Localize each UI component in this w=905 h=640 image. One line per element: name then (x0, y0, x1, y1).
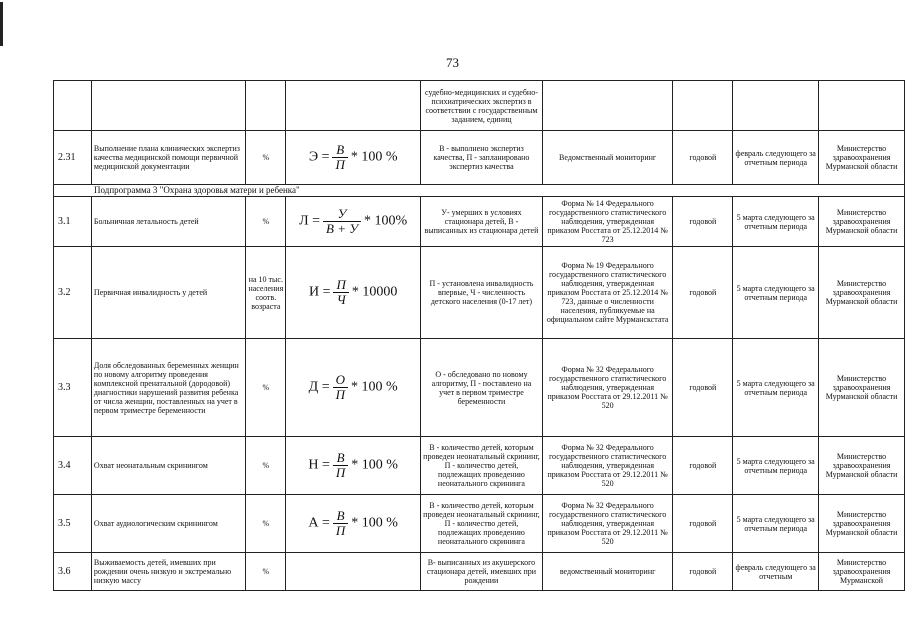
formula-lhs: И = (308, 284, 331, 300)
periodicity: годовой (673, 197, 733, 247)
row-number: 3.1 (54, 197, 92, 247)
formula-numerator: У (323, 207, 361, 222)
table-row (54, 247, 905, 339)
unit: % (246, 339, 286, 437)
formula-rhs: * 100 % (350, 149, 398, 165)
formula-denominator: В + У (326, 221, 359, 236)
subprogram-row (54, 185, 905, 197)
deadline: 5 марта следующего за отчетным периода (733, 197, 819, 247)
table-row (54, 495, 905, 553)
responsible: Министерство здравоохранения Мурманской области (819, 131, 905, 185)
indicator-name (91, 81, 246, 131)
table-row (54, 81, 905, 131)
indicator-name: Выживаемость детей, имевших при рождении очень низкую и экстремально низкую массу (91, 553, 246, 591)
table-row (54, 553, 905, 591)
formula-rhs: * 100 % (351, 379, 398, 395)
formula-numerator: В (333, 451, 348, 466)
table-row (54, 339, 905, 437)
formula (286, 437, 421, 495)
formula-legend: В- выписанных из акушерского стационара детей, имевших при рождении (421, 553, 543, 591)
periodicity: годовой (673, 437, 733, 495)
deadline: 5 марта следующего за отчетным периода (733, 247, 819, 339)
formula-denominator: П (335, 523, 346, 538)
unit: % (246, 495, 286, 553)
data-source (542, 81, 673, 131)
periodicity: годовой (673, 247, 733, 339)
row-number: 3.6 (54, 553, 92, 591)
responsible: Министерство здравоохранения Мурманской области (819, 197, 905, 247)
responsible: Министерство здравоохранения Мурманской (819, 553, 905, 591)
row-number: 3.2 (54, 247, 92, 339)
row-number (54, 81, 92, 131)
periodicity: годовой (673, 553, 733, 591)
responsible (819, 81, 905, 131)
formula-numerator: П (333, 278, 348, 293)
indicator-name: Больничная летальность детей (91, 197, 246, 247)
periodicity: годовой (673, 495, 733, 553)
unit: % (246, 197, 286, 247)
formula-legend: П - установлена инвалидность впервые, Ч - численность детского населения (0-17 лет) (421, 247, 543, 339)
responsible: Министерство здравоохранения Мурманской области (819, 339, 905, 437)
data-source: Форма № 19 Федерального государственного статистического наблюдения, утвержденная приказом Росстата от 25.12.2014 № 723, данные о численности населения, публикуемые на официальном сайте Мурманскстата (542, 247, 673, 339)
formula-cell (286, 553, 421, 591)
unit: на 10 тыс. населения соотв. возраста (246, 247, 286, 339)
formula-lhs: А = (308, 515, 330, 531)
page-edge-mark (0, 2, 3, 46)
formula (286, 131, 421, 185)
deadline: февраль следующего за отчетным периода (733, 131, 819, 185)
unit: % (246, 131, 286, 185)
formula-legend: В - количество детей, которым проведен неонатальный скрининг, П - количество детей, подлежащих проведению неонатального скрининга (421, 495, 543, 553)
formula-numerator: О (333, 373, 348, 388)
formula-rhs: * 10000 (351, 284, 398, 300)
unit: % (246, 437, 286, 495)
formula (286, 247, 421, 339)
unit: % (246, 553, 286, 591)
unit (246, 81, 286, 131)
formula-lhs: Д = (308, 379, 330, 395)
data-source: Форма № 32 Федерального государственного статистического наблюдения, утвержденная приказом Росстата от 29.12.2011 № 520 (542, 339, 673, 437)
data-source: Форма № 32 Федерального государственного статистического наблюдения, утвержденная приказом Росстата от 29.12.2011 № 520 (542, 437, 673, 495)
data-source: Ведомственный мониторинг (542, 131, 673, 185)
indicator-name: Охват неонатальным скринингом (91, 437, 246, 495)
page-number: 73 (446, 55, 459, 70)
formula (286, 495, 421, 553)
formula-rhs: * 100% (364, 213, 408, 229)
table-row (54, 197, 905, 247)
formula (286, 197, 421, 247)
responsible: Министерство здравоохранения Мурманской области (819, 247, 905, 339)
formula-denominator: П (335, 465, 346, 480)
formula-denominator: П (335, 387, 346, 402)
data-source: Форма № 32 Федерального государственного статистического наблюдения, утвержденная приказом Росстата от 29.12.2011 № 520 (542, 495, 673, 553)
formula-legend: В - количество детей, которым проведен неонатальный скрининг, П - количество детей, подлежащих проведению неонатального скрининга (421, 437, 543, 495)
formula-rhs: * 100 % (351, 457, 398, 473)
indicator-name: Первичная инвалидность у детей (91, 247, 246, 339)
indicators-table (53, 80, 905, 591)
data-source: Форма № 14 Федерального государственного статистического наблюдения, утвержденная приказом Росстата от 25.12.2014 № 723 (542, 197, 673, 247)
data-source: ведомственный мониторинг (542, 553, 673, 591)
formula-legend: У- умерших в условиях стационара детей, В - выписанных из стационара детей (421, 197, 543, 247)
formula-denominator: П (335, 157, 345, 172)
formula-legend: О - обследовано по новому алгоритму, П - поставлено на учет в первом триместре беременности (421, 339, 543, 437)
formula (286, 339, 421, 437)
formula-lhs: Л = (299, 213, 321, 229)
row-number: 2.31 (54, 131, 92, 185)
formula-lhs: Э = (308, 149, 330, 165)
subprogram-title: Подпрограмма 3 "Охрана здоровья матери и ребенка" (54, 185, 905, 197)
table-row (54, 131, 905, 185)
deadline: 5 марта следующего за отчетным периода (733, 339, 819, 437)
responsible: Министерство здравоохранения Мурманской области (819, 437, 905, 495)
formula-legend: В - выполнено экспертиз качества, П - запланировано экспертиз качества (421, 131, 543, 185)
deadline: 5 марта следующего за отчетным периода (733, 495, 819, 553)
table-row (54, 437, 905, 495)
responsible: Министерство здравоохранения Мурманской области (819, 495, 905, 553)
formula-lhs: Н = (308, 457, 330, 473)
row-number: 3.3 (54, 339, 92, 437)
deadline (733, 81, 819, 131)
periodicity (673, 81, 733, 131)
formula-denominator: Ч (336, 292, 346, 307)
formula-rhs: * 100 % (351, 515, 398, 531)
formula-cell (286, 81, 421, 131)
formula-legend: судебно-медицинских и судебно-психиатрических экспертиз в соответствии с государственным заданием, единиц (421, 81, 543, 131)
periodicity: годовой (673, 339, 733, 437)
indicator-name: Доля обследованных беременных женщин по новому алгоритму проведения комплексной пренатальной (дородовой) диагностики нарушений развития ребенка от числа женщин, поставленных на учет в первом триместре беременности (91, 339, 246, 437)
row-number: 3.5 (54, 495, 92, 553)
indicator-name: Выполнение плана клинических экспертиз качества медицинской помощи первичной медицинской документации (91, 131, 246, 185)
deadline: 5 марта следующего за отчетным периода (733, 437, 819, 495)
formula-numerator: В (333, 509, 348, 524)
row-number: 3.4 (54, 437, 92, 495)
deadline: февраль следующего за отчетным (733, 553, 819, 591)
formula-numerator: В (332, 143, 347, 158)
periodicity: годовой (673, 131, 733, 185)
indicator-name: Охват аудиологическим скринингом (91, 495, 246, 553)
